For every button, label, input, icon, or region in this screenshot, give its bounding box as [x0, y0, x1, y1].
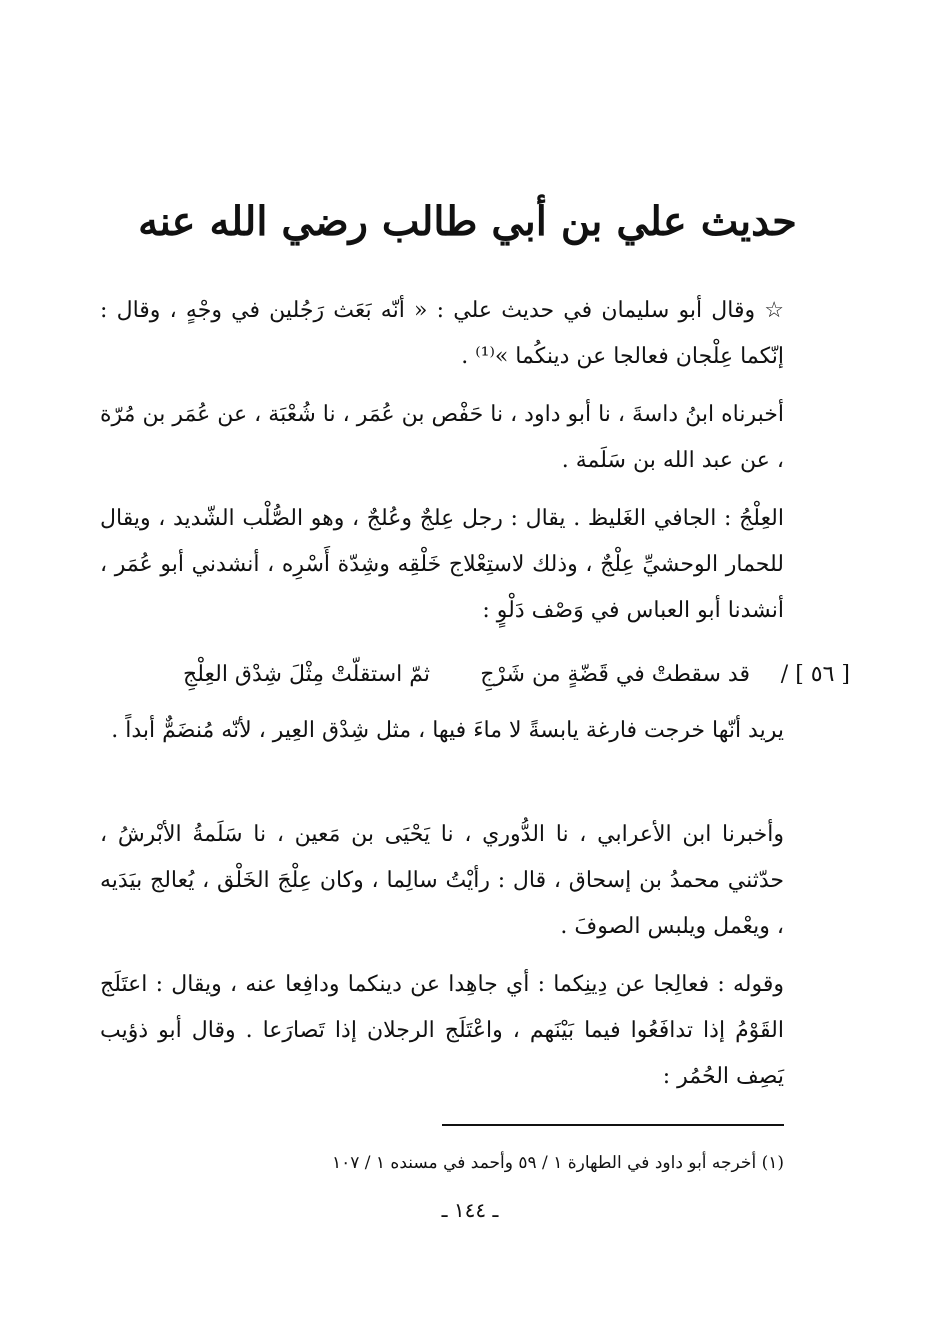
paragraph-verse-explanation: يريد أنّها خرجت فارغة يابسةً لا ماءَ فيها ، مثل شِدْق العِير ، لأنّه مُنضَمٌّ أبداً .: [111, 718, 784, 743]
footnote: (١) أخرجه أبو داود في الطهارة ١ / ٥٩ وأحمد في مسنده ١ / ١٠٧: [331, 1153, 784, 1173]
paragraph-isnad: أخبرناه ابنُ داسةَ ، نا أبو داود ، نا حَفْص بن عُمَر ، نا شُعْبَة ، عن عُمَر بن مُرّة ، عن عبد الله بن سَلَمة .: [100, 402, 784, 473]
paragraph-definition: العِلْجُ : الجافي الغَليظ . يقال : رجل عِلجٌ وعُلجٌ ، وهو الصُّلْب الشّديد ، ويقال للحمار الوحشيِّ عِلْجٌ ، وذلك لاستِعْلاج خَلْقِه وشِدّة أَسْرِه ، أنشدني أبو عُمَر ، أنشدنا أبو العباس في وَصْف دَلْوٍ :: [100, 506, 784, 623]
paragraph-commentary: وقوله : فعالِجا عن دِينِكما : أي جاهِدا عن دينكما ودافِعا عنه ، ويقال : اعتَلَج القَوْمُ إذا تدافَعُوا فيما بَيْنَهم ، واعْتَلَج الرجلان إذا تَصارَعا . وقال أبو ذؤيب يَصِف الحُمُر :: [100, 972, 784, 1089]
verse-second-hemistich: ثمّ استقلّتْ مِثْلَ شِدْق العِلْجِ: [183, 662, 430, 687]
verse-first-hemistich: قد سقطتْ في قَضّةٍ من شَرْجِ: [480, 662, 750, 687]
page-number: ـ ١٤٤ ـ: [441, 1198, 499, 1222]
verse-number: [ ٥٦ ] /: [780, 662, 850, 687]
footnote-separator: [442, 1124, 784, 1126]
paragraph-second-isnad: وأخبرنا ابن الأعرابي ، نا الدُّوري ، نا يَحْيَى بن مَعين ، نا سَلَمةُ الأبْرشُ ، حدّثني محمدُ بن إسحاق ، قال : رأيْتُ سالِما ، وكان عِلْجَ الخَلْق ، يُعالج بيَدَيه ، ويعْمل ويلبس الصوفَ .: [100, 822, 784, 939]
page-title: حديث علي بن أبي طالب رضي الله عنه: [138, 198, 797, 245]
paragraph-hadith: ☆ وقال أبو سليمان في حديث علي : « أنّه بَعَث رَجُلين في وجْهٍ ، وقال : إنّكما عِلْجان فعالجا عن دينكُما »⁽¹⁾ .: [100, 298, 784, 369]
poem-verse: [100, 652, 850, 698]
